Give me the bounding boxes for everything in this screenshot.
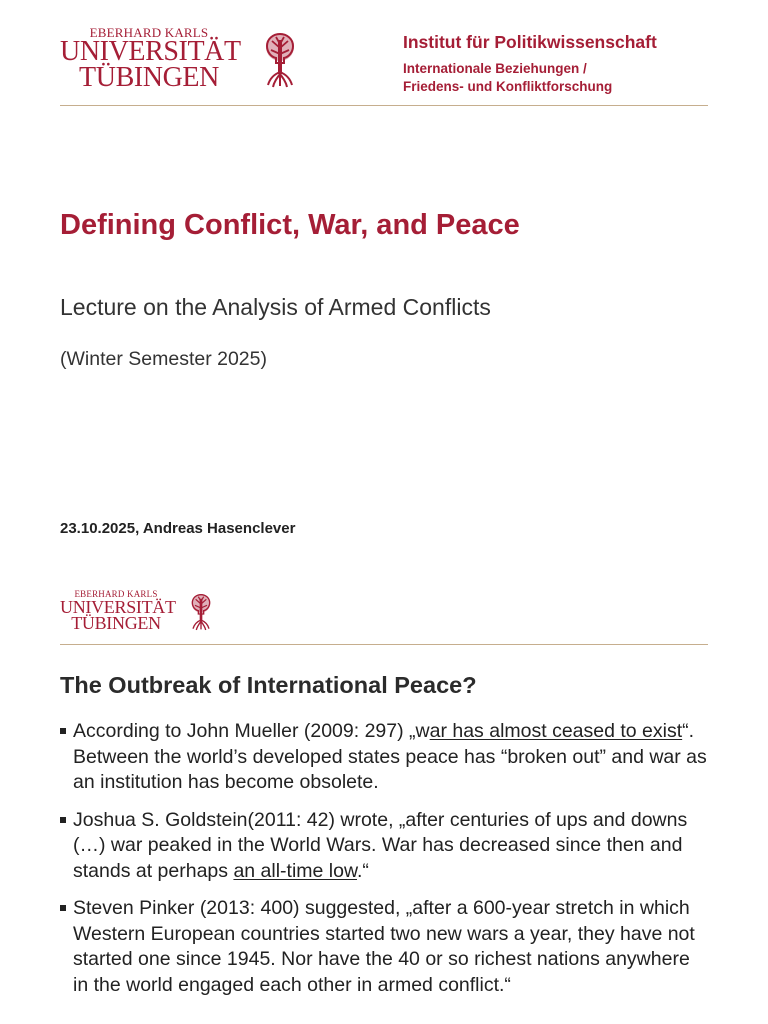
logo-line-eberhard-karls: EBERHARD KARLS [89, 25, 209, 40]
square-bullet-icon [60, 905, 66, 911]
bullet-text-after: “. Between the world’s developed states peace has “broken out” and war as an institution has become obsolete. [73, 720, 707, 793]
logo-line-universitaet: UNIVERSITÄT [60, 36, 241, 67]
date-author-line: 23.10.2025, Andreas Hasenclever [60, 520, 296, 537]
tree-icon [187, 592, 215, 632]
underlined-quote: ar has almost ceased to exist [429, 720, 683, 742]
bullet-item-pinker [60, 896, 710, 998]
university-wordmark-small [60, 589, 176, 633]
header-divider [60, 105, 708, 106]
semester-text: (Winter Semester 2025) [60, 348, 267, 370]
tree-icon [259, 30, 301, 90]
university-logo [60, 26, 300, 96]
university-logo-small [60, 590, 220, 634]
logo-line-universitaet: UNIVERSITÄT [60, 597, 176, 617]
institute-block [403, 32, 657, 96]
department-line-1: Internationale Beziehungen / [403, 61, 587, 76]
logo-line-tuebingen: TÜBINGEN [79, 62, 219, 93]
bullet-text-before: According to John Mueller (2009: 297) „w [73, 720, 430, 742]
slide2-header-divider [60, 644, 708, 645]
slide2-heading: The Outbreak of International Peace? [60, 672, 477, 698]
square-bullet-icon [60, 817, 66, 823]
university-wordmark [60, 25, 241, 93]
logo-line-eberhard-karls: EBERHARD KARLS [74, 589, 158, 599]
department-line-2: Friedens- und Konfliktforschung [403, 79, 613, 94]
slide-title: Defining Conflict, War, and Peace [60, 209, 520, 241]
bullet-text-after: .“ [357, 859, 369, 882]
bullet-item-goldstein [60, 808, 710, 885]
square-bullet-icon [60, 728, 66, 734]
bullet-item-mueller [60, 719, 710, 796]
bullet-text-before: Joshua S. Goldstein(2011: 42) wrote, „after centuries of ups and downs (…) war peaked in the World Wars. War has decreased since then and stands at perhaps [73, 808, 688, 882]
bullet-list [60, 719, 710, 1010]
slide-subtitle: Lecture on the Analysis of Armed Conflicts [60, 294, 491, 320]
institute-name: Institut für Politikwissenschaft [403, 32, 657, 52]
underlined-quote: an all-time low [233, 859, 357, 882]
bullet-text: Steven Pinker (2013: 400) suggested, „after a 600-year stretch in which Western European countries started two new wars a year, they have not started one since 1945. Nor have the 40 or so richest nations anywhere in the world engaged each other in armed conflict.“ [73, 897, 695, 996]
logo-line-tuebingen: TÜBINGEN [71, 613, 161, 633]
